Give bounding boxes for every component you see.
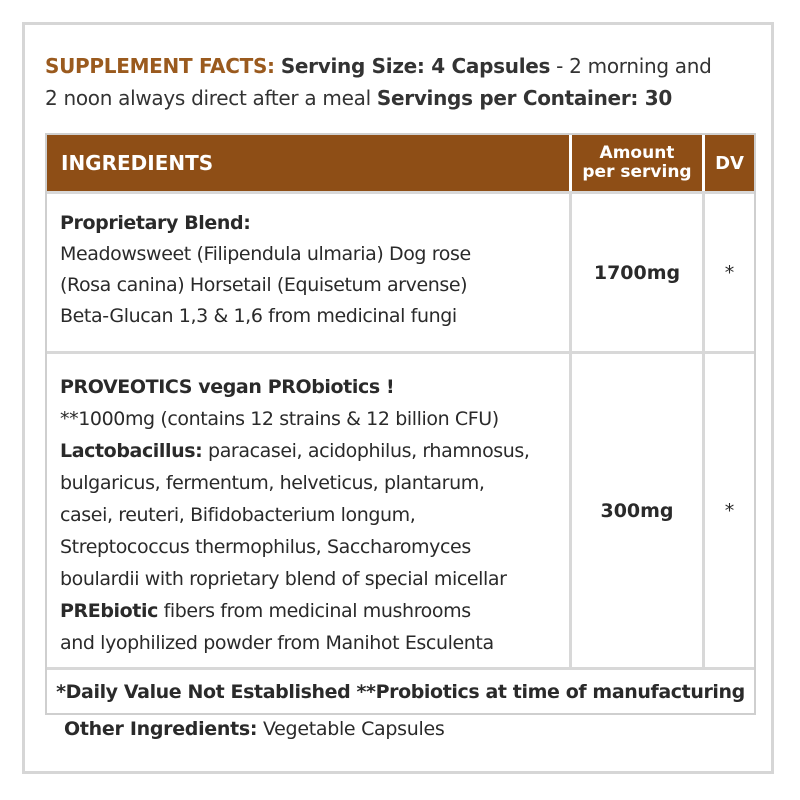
table-row (47, 191, 754, 351)
ingredient-line: Meadowsweet (Filipendula ulmaria) Dog rose (60, 243, 471, 265)
prebiotic-label: PREbiotic (60, 600, 158, 622)
ingredient-title: Proprietary Blend: (60, 212, 251, 234)
table-header-row (47, 135, 754, 191)
ingredient-line: bulgaricus, fermentum, helveticus, plantarum, (60, 472, 485, 494)
dv-cell: * (705, 351, 754, 667)
lactobacillus-label: Lactobacillus: (60, 440, 203, 462)
amount-cell: 300mg (569, 351, 705, 667)
other-ingredients-value: Vegetable Capsules (257, 718, 445, 740)
servings-per-container: Servings per Container: 30 (376, 86, 672, 110)
other-ingredients-label: Other Ingredients: (64, 718, 258, 740)
table-footer-row (47, 667, 754, 713)
ingredient-line: Beta-Glucan 1,3 & 1,6 from medicinal fungi (60, 305, 457, 327)
amount-header-line1: Amount (599, 143, 675, 163)
dv-cell: * (705, 191, 754, 351)
ingredient-line: Streptococcus thermophilus, Saccharomyces (60, 536, 471, 558)
ingredient-line: fibers from medicinal mushrooms (157, 600, 471, 622)
column-header-amount (569, 135, 705, 191)
ingredient-line: casei, reuteri, Bifidobacterium longum, (60, 504, 416, 526)
serving-size: Serving Size: 4 Capsules (280, 54, 551, 78)
ingredient-title: PROVEOTICS vegan PRObiotics ! (60, 376, 395, 398)
ingredient-line: boulardii with roprietary blend of special micellar (60, 568, 507, 590)
serving-note: - 2 morning and 2 noon always direct after a meal (45, 54, 712, 110)
ingredient-line: and lyophilized powder from Manihot Esculenta (60, 632, 494, 654)
column-header-dv: DV (705, 135, 754, 191)
footnote: *Daily Value Not Established **Probiotics at time of manufacturing (47, 667, 754, 713)
other-ingredients (64, 718, 444, 740)
ingredient-line: (Rosa canina) Horsetail (Equisetum arvense) (60, 274, 468, 296)
table-row (47, 351, 754, 667)
ingredients-table (45, 133, 756, 715)
ingredient-cell (47, 351, 569, 667)
ingredient-cell (47, 191, 569, 351)
ingredient-line: paracasei, acidophilus, rhamnosus, (202, 440, 530, 462)
amount-cell: 1700mg (569, 191, 705, 351)
supplement-facts-header (45, 50, 725, 114)
supplement-facts-label: SUPPLEMENT FACTS: (45, 54, 275, 78)
amount-header-line2: per serving (582, 162, 692, 182)
column-header-ingredients: INGREDIENTS (47, 135, 569, 191)
ingredient-line: **1000mg (contains 12 strains & 12 billion CFU) (60, 408, 499, 430)
